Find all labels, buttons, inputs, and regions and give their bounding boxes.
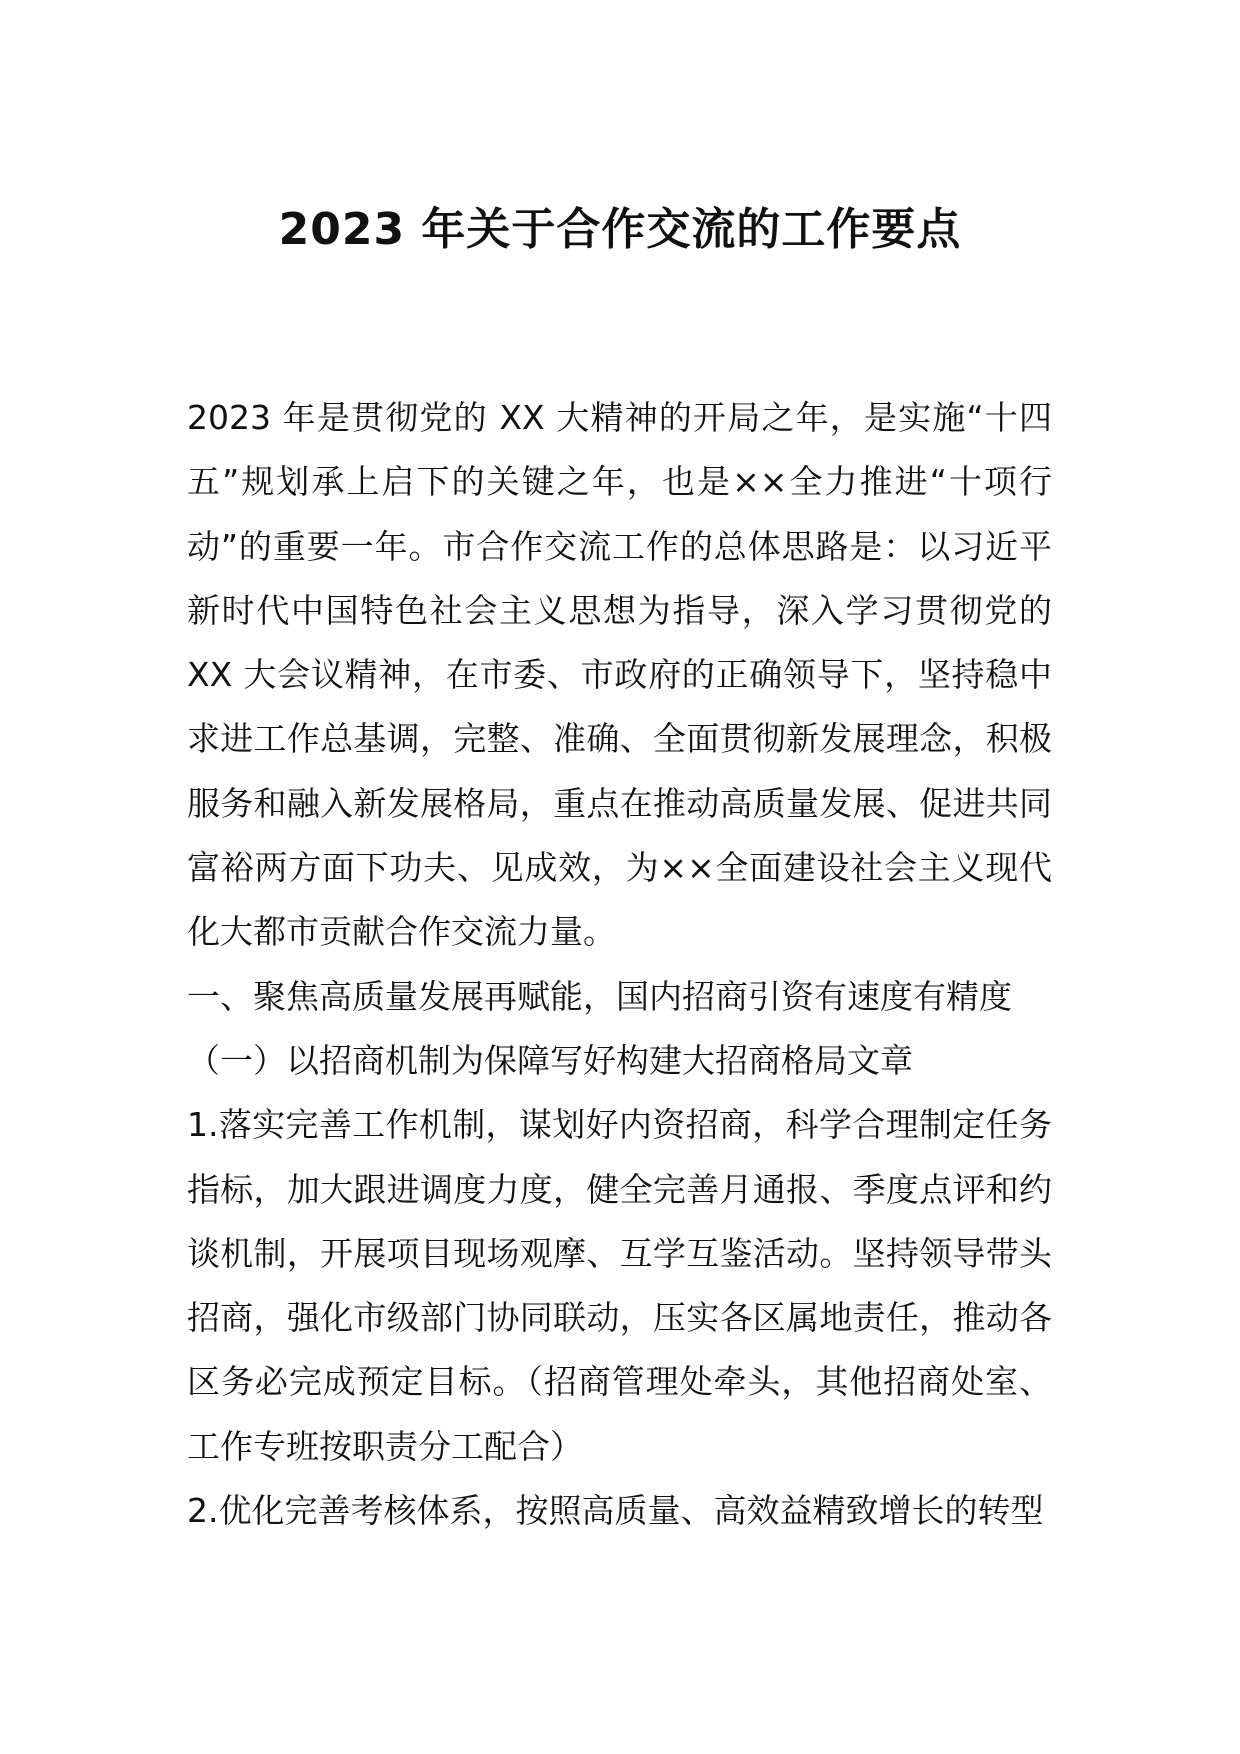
document-body <box>187 386 1052 1543</box>
item-paragraph-1: 1.落实完善工作机制，谋划好内资招商，科学合理制定任务指标，加大跟进调度力度，健全完善月通报、季度点评和约谈机制，开展项目现场观摩、互学互鉴活动。坚持领导带头招商，强化市级部门协同联动，压实各区属地责任，推动各区务必完成预定目标。（招商管理处牵头，其他招商处室、工作专班按职责分工配合） <box>187 1105 1052 1466</box>
subsection-heading: （一）以招商机制为保障写好构建大招商格局文章 <box>187 1040 913 1080</box>
item-paragraph-2: 2.优化完善考核体系，按照高质量、高效益精致增长的转型 <box>187 1491 1044 1531</box>
document-title: 2023 年关于合作交流的工作要点 <box>278 204 962 255</box>
section-heading: 一、聚焦高质量发展再赋能，国内招商引资有速度有精度 <box>187 976 1012 1016</box>
intro-paragraph: 2023 年是贯彻党的 XX 大精神的开局之年，是实施“十四五”规划承上启下的关键之年，也是××全力推进“十项行动”的重要一年。市合作交流工作的总体思路是：以习近平新时代中国特色社会主义思想为指导，深入学习贯彻党的 XX 大会议精神，在市委、市政府的正确领导下，坚持稳中求进工作总基调，完整、准确、全面贯彻新发展理念，积极服务和融入新发展格局，重点在推动高质量发展、促进共同富裕两方面下功夫、见成效，为××全面建设社会主义现代化大都市贡献合作交流力量。 <box>187 398 1052 952</box>
